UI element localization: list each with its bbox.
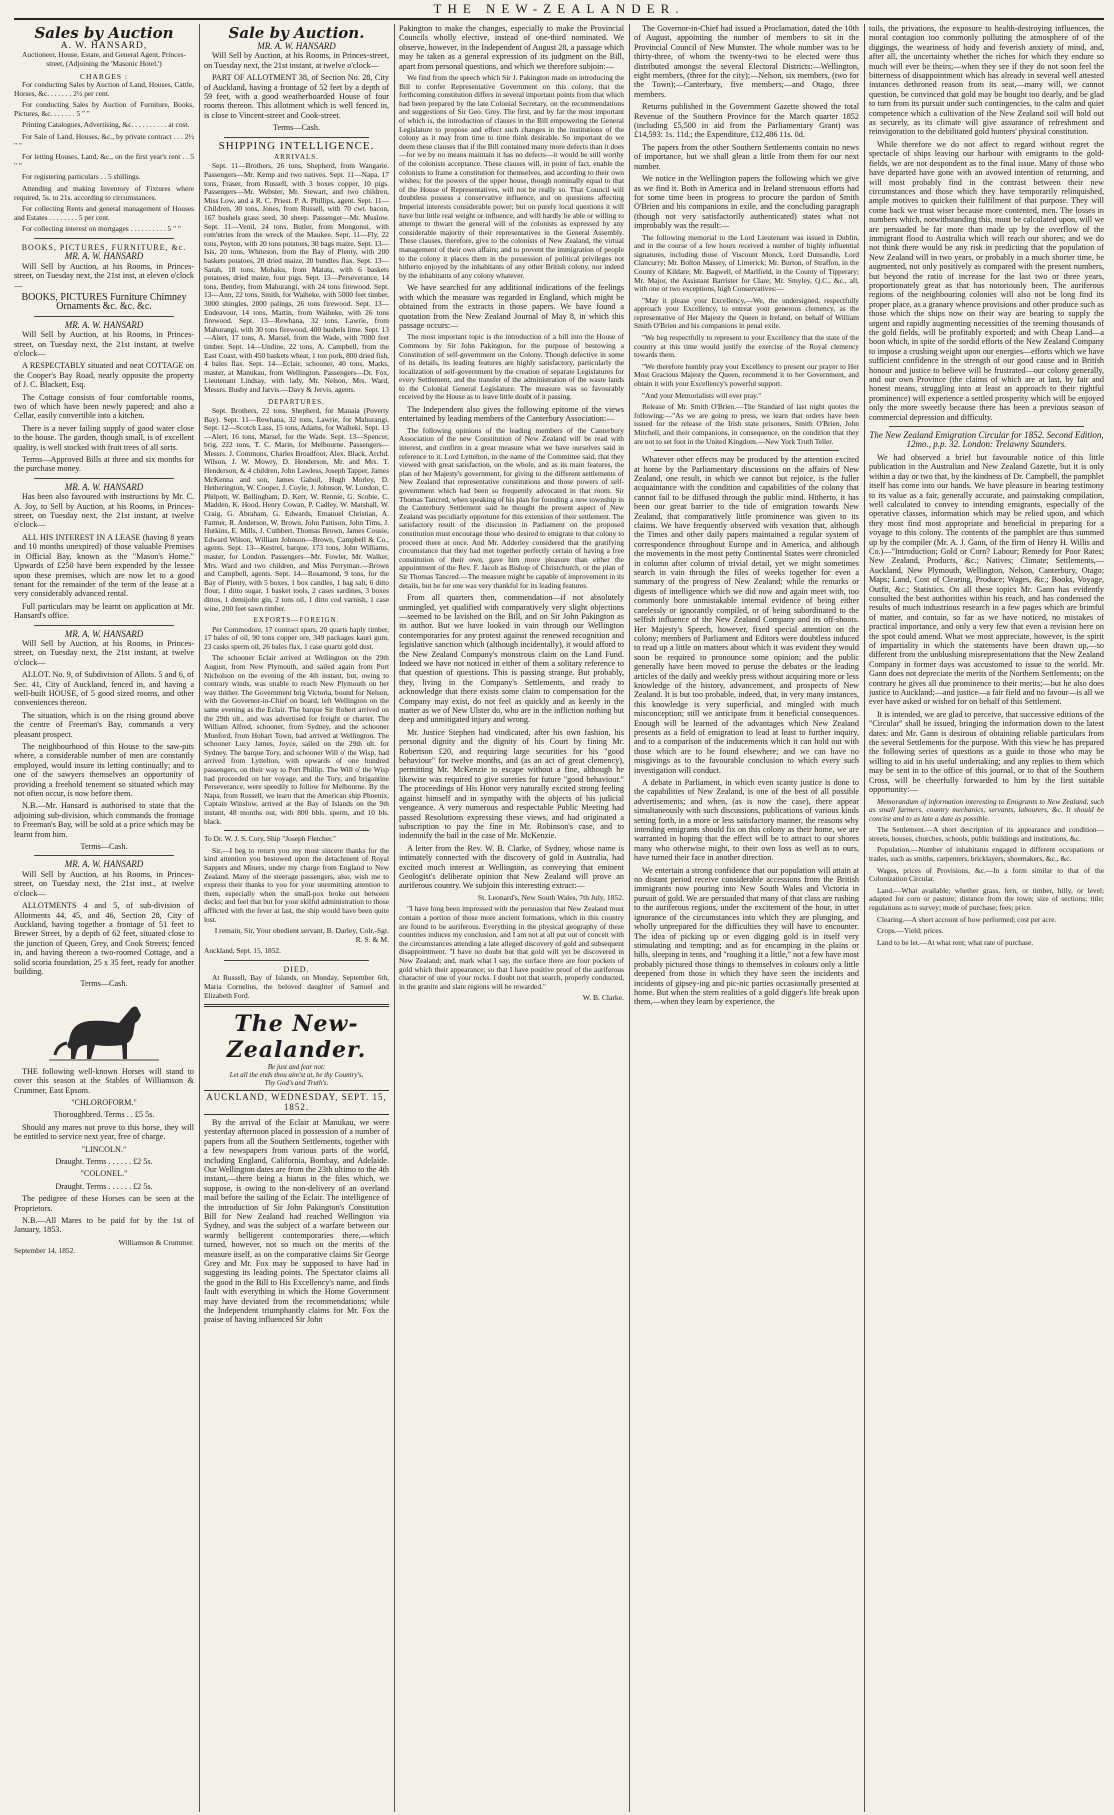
- horse-terms: Draught. Terms . . . . . . £2 5s.: [55, 1181, 153, 1191]
- departures-list: Sept. Brothers, 22 tons, Shepherd, for Manaia (Poverty Bay). Sept. 11—Rewhana, 32 tons, Lawrie, for Mahurangi. Sept. 12—Scotch Lass, 15 tons, Adams, for Waiheki. Sept. 13—Alert, 16 tons, Marsel, for the Wade. Sept. 13—Spencer, brig, 222 tons, T. C. Marin, for Melbourne. Passengers—Messrs. J. Commons, Charles Broadfoot, Alex. Black, Archd. Wilson, J. W. Mowry, D. Henderson, Mr. and Mrs. T. Henderson, & 4 children, John Lawless, Joseph Tapper, James McKenna and son, James Gaboil, Hugh Morley, D. Hetherington, W. Cooper, J. Coyle, J. Johnson, W. London, C. Philpott, W. Bellingham, D. Kerr, W. Rennie, G. Scobie, C. Madden, K. Hood, Henry Cowan, P. Cadley, W. Marshall, W. Craig, G. Abraham, G. Edwards, Emanuel Christian, A. Farmer, R. Anderson, W. Brown, John Pattison, John Tims, J. Hutkins, E. Mills, J. Cuthbert, Thomas Brown, James Cousie, Edward Wilson, William Johnson—Brown, Campbell & Co., agents. Sept. 13—Kestrel, barque, 173 tons, John Williams, master, for London. Passengers—Mr. Fowler, Mr. Walker, Mrs. Ward and two children, and Miss Perryman.—Brown and Campbell, agents. Sept. 14—Rosamond, 9 tons, for the Bay of Plenty, with 5 boxes, 1 box candles, 1 bag salt, 6 ditto flour, 1 ditto sugar, 1 basket tools, 2 cases sardines, 3 boxes dittos, 1 demijohn gin, 2 tons oil, 1 ditto cod varnish, 1 case wine, 200 feet sawn timber.: [204, 405, 389, 613]
- memorandum-item: Crops.—Yield; prices.: [877, 926, 944, 936]
- charge-item: For Sale of Land, Houses, &c., by private contract . . . 2½ " ": [14, 131, 194, 150]
- editorial-body: We entertain a strong confidence that our population will attain at no distant period receive considerable accessions from the British immigrants now pouring into New South Wales and Victoria in pursuit of gold. We are persuaded that many of that class are rushing to the auriferous regions, under the excitement of the hour, in utter ignorance of the circumstances into which they are plunging, and wholly unprepared for the difficulties they will have to encounter. The idea of picking up or even digging gold is in itself very stimulating and tempting; and as for encamping in the plains or hills, sleeping in tents, and "roughing it a little," not a few have most probably pictured those things to themselves in colours only a little deepened from those in which they have seen the incidents and incidents of gipsey-ing and pic-nic parties occasionally presented at home. But when the stern realities of a gold digger's life break upon them,—when they learn by experience, the: [634, 865, 859, 1007]
- horse-icon: [49, 993, 159, 1063]
- column-3: [399, 24, 624, 1812]
- divider: [34, 855, 174, 856]
- double-rule: [204, 1004, 389, 1007]
- divider: [34, 478, 174, 479]
- horse-terms: Thoroughbred. Terms . . £5 5s.: [53, 1110, 155, 1120]
- editorial-body: By the arrival of the Eclair at Manukau, we were yesterday afternoon placed in possession of a number of papers from all the Southern Settlements, together with a few newspapers from various parts of the world, including England, California, Bombay, and Adelaide. Our Wellington dates are from the 23th ultimo to the 4th instant,—there being a hiatus in the files which, we suppose, is owing to the non-delivery of an overland mail before the sailing of the Eclair. The intelligence of the introduction of Sir John Pakington's Constitution Bill for New Zealand had reached Wellington via Sydney, and was the subject of a warfare between our warmly belligerent contemporaries there,—which turned, however, not so much on the merits of the measure itself, as on the comparative claims Sir George Grey and Mr. Fox may be supposed to have had in suggesting its leading points. The Spectator claims all the good in the Bill to His Excellency's name, and finds fault with everything in which the Home Government may have deviated from the recommendations; while the Independent triumphantly claims for Mr. Fox the praise of having influenced Sir John: [204, 1117, 389, 1325]
- ad-heading: BOOKS, PICTURES, FURNITURE, &c.: [21, 242, 187, 252]
- charge-item: For conducting Sales by Auction of Furniture, Books, Pictures, &c. . . . . . . 5 " ": [14, 100, 194, 118]
- ad-text: A RESPECTABLY situated and neat COTTAGE on the Cooper's Bay Road, nearly opposite the property of J. C. Blackett, Esq.: [14, 361, 194, 390]
- column-rule: [394, 24, 395, 1812]
- quoted-extract: The most important topic is the introduction of a bill into the House of Commons by Sir John Pakington, for the purpose of bestowing a Constitution of self-government on the Colony. Though defective in some of its details, its leading features are highly satisfactory, particularly the localization of self-government by the creation of separate Legislatures for every Settlement, and the transfer of the administration of the waste lands to the Colonial General Legislature. The measure was so favourably received by the House as to leave little doubt of it passing.: [399, 332, 624, 402]
- signature: Williamson & Crummer.: [118, 1237, 194, 1247]
- arrivals-list: Sept. 11—Brothers, 26 tons, Shepherd, from Wangarie. Passengers—Mr. Kemp and two natives. Sept. 11—Napa, 17 tons, Fraser, from Russell, with 3 boxes copper, 10 pigs. Passengers—Mr. Webster, Mr. Stewart, and two children, Miss Low, and a R. C. Priest. P. A. Phillips, agent. Sept. 11—Children, 30 tons, Jones, from Russell, with 70 cwt. bacon, 167 bushels grass seed, 30 sheep. Passenger—Mr. Muslow. Sept. 11—Venil, 24 tons, Butler, from Mongonui, with rom'ntries from the wreck of the Maukee. Sept. 11—Fly, 22 tons, Peyton, with 20 tons potatoes, 30 bags maize. Sept. 13—Isis, 20 tons, Whiteson, from the Bay of Plenty, with 200 baskets potatoes, 20 dried maize, 20 bundles flax. Sept. 13—Sarah, 18 tons, Mohaku, from Matata, with 6 baskets potatoes, dried maize, four pigs. Sept. 13—Perseverance, 14 tons, Bentley, from Mahurangi, with 24 tons firewood. Sept. 13—Ann, 22 tons, Smith, for Waiheke, with 5000 feet timber, 3000 shingles, 2000 palings, 26 tons firewood. Sept. 13—Endeavour, 14 tons, Martin, from Waiheke, with 26 tons firewood. Sept. 13—Rewhana, 32 tons, Lawrie, from Mahurangi, with 30 tons firewood, 400 bushels lime. Sept. 13—Alert, 17 tons, A. Marsel, from the Wade, with 7000 feet timber. Sept. 14—Undine, 22 tons, A. Campbell, from the East Coast, with 450 baskets wheat, 1 ton pork, 800 dried fish, 4 bales flax. Sept. 14—Eclair, schooner, 40 tons, Marks, master, at Manukau, from Wellington. Passengers—Dr. Fox, Lieutenant Lindsay, with lady, Mr. Nelson, Mrs. Ward, Messrs. Busby and Jarvis.—Davy & Jervis, agents.: [204, 161, 389, 394]
- column-rule: [864, 24, 865, 1812]
- editorial-body: The Independent also gives the following epitome of the views entertained by leading members of the Canterbury Association:—: [399, 405, 624, 424]
- quoted-extract: The following memorial to the Lord Lieutenant was issued in Dublin, and in the course of a few hours received a number of highly influential signatures, including those of Viscount Monck, Lord Dunsandle, Lord Clancurry; Mr. Bolton Massey, of Limerick; Mr. Burton, of Straffon, in the County of Kildare; Mr. Bagwell, of Marlfield, in the County of Tipperary; Mr. Major, the Assistant Barrister for Clare; Mr. Smyley, Q.C., &c., all, with one or two exceptions, high Conservatives:—: [634, 232, 859, 294]
- ad-text: Full particulars may be learnt on application at Mr. Hansard's office.: [14, 601, 194, 621]
- ad-note: N.B.—Mr. Hansard is authorised to state that the adjoining sub-division, which commands the frontage to Freeman's Bay, will be sold at a price which may be learnt from him.: [14, 801, 194, 839]
- office-address: Auctioneer, House, Estate, and General Agent, Princes-street, (Adjoining the 'Masonic Hotel.'): [22, 50, 186, 68]
- editorial-body: Mr. Justice Stephen had vindicated, after his own fashion, his personal dignity and the dignity of his Court by fining Mr. Robertson £20, and requiring large securities for his "good behaviour" for twelve months, and (as an act of great clemency), permitting Mr. McKenzie to escape without a fine, although he likewise was required to give sureties for future "good behaviour." The proceedings of His Honor very naturally excited strong feeling against himself and in sympathy with the objects of his judicial vengeance. A very numerous and respectable Public Meeting had passed Resolutions expressing these views, and had originated a subscription to pay the fine in Mr. Robinson's case, and to indemnify the bail in the case of Mr. McKenzie.: [399, 727, 624, 841]
- shipping-title: SHIPPING INTELLIGENCE.: [218, 139, 375, 152]
- ad-body: Will Sell by Auction, at his Rooms, in Princes-street, on Tuesday next, the 21st instant, at twelve o'clock—: [204, 51, 389, 70]
- ad-text: There is a never failing supply of good water close to the house. The garden, though small, is of excellent quality, is well stocked with fruit trees of all sorts.: [14, 423, 194, 452]
- horse-name: "LINCOLN.": [81, 1144, 127, 1154]
- motto-line: Be just and fear not:: [267, 1063, 326, 1072]
- horse-note: The pedigree of these Horses can be seen at the Proprietors.: [14, 1194, 194, 1213]
- ad-terms: Terms—Approved Bills at three and six months for the purchase money.: [14, 455, 194, 474]
- horse-note: Should any mares not prove to this horse, they will be entitled to service next year, free of charge.: [14, 1122, 194, 1142]
- editorial-body: Pakington to make the changes, especially to make the Provincial Councils wholly elective, instead of one-third nominated. We observe, however, in the Independent of August 28, a passage which may be taken as a general expression of its judgment on the Bill, apart from personal questions, and which we therefore subjoin:—: [399, 24, 624, 71]
- horse-name: "CHLOROFORM.": [71, 1097, 137, 1107]
- charges-title: CHARGES :: [80, 71, 128, 81]
- signature: W. B. Clarke.: [582, 993, 624, 1003]
- arrivals-title: ARRIVALS.: [274, 153, 319, 162]
- died-title: DIED.: [283, 964, 310, 974]
- quoted-extract: "We therefore humbly pray your Excellency to present our prayer to Her Most Gracious Majesty the Queen, recommend it to her Government, and obtain it with your Excellency's powerful support.: [634, 361, 859, 389]
- died-notice: At Russell, Bay of Islands, on Monday, September 6th, Maria Cornelius, the beloved daughter of Samuel and Elizabeth Ford.: [204, 973, 389, 1000]
- letter-signoff: I remain, Sir, Your obedient servant, B. Darley, Colr.-Sgt. R. S. & M.: [214, 926, 389, 944]
- ad-text: The situation, which is on the rising ground above the centre of Freeman's Bay, commands a very pleasant prospect.: [14, 710, 194, 739]
- editorial-body: The Governor-in-Chief had issued a Proclamation, dated the 10th of August, appointing the number of members to sit in the Provincial Council of New Munster. The whole number was to be thirty-three, of whom the twenty-two to be elected were thus distributed amongst the several Electoral Districts:—Wellington, eight members, (three for the city);—Nelson, six members, (two for the Town);—Canterbury, five members;—and Otago, three members.: [634, 24, 859, 99]
- charge-item: For letting Houses, Land, &c., on the first year's rent . . 5 " ": [14, 152, 194, 170]
- editorial-body: Returns published in the Government Gazette showed the total Revenue of the Southern Province for the March quarter 1852 (including £5,500 in aid from the Parliamentary Grant) was £14,593: 1s. 11d.; the Expenditure, £12,486 11s. 0d.: [634, 102, 859, 140]
- auctioneer-name: MR. A. W. HANSARD: [64, 628, 144, 639]
- divider: [224, 960, 369, 961]
- editorial-body: While therefore we do not affect to regard without regret the spectacle of ships leaving our harbour with emigrants to the gold-fields, we are not despondent as to the final issue. Many of those who have departed have gone with an avowed intention of returning, and will most probably find in the contrast between their new circumstances and those which they have temporarily relinquished, ample motives to quicken their fulfilment of that purpose. They will come back we trust wiser because more contented, men. The losses in numbers which, notwithstanding this, must be calculated upon, will we are persuaded be far more than made up by the overflow of the immigrant flood to Australia which will reach our shores; and we do not think there would be any risk in predicting that the population of New Zealand will in two years, or probably in a much shorter time, be augmented, not only positively as compared with the present numbers, but beyond the ratio of increase for the last two or three years, proportionately great as that has notoriously been. The auriferous regions of the neighbouring colonies will also not be long find its proper place, as a granary whence provisions and other produce such as those which the ships now on their way are bearing to supply the urgent and rapidly augmenting necessities of the teeming thousands of the gold fields, will be profitably exported; and with Cheap Land—a boon which, in spite of the sordid efforts of the New Zealand Company to impose a crushing weight upon our energies—efforts which we have sufficient confidence in the strength of our good cause and in British honour and justice to believe will be frustrated—our colony generally, and our own Province (the claims of which are at last, by fair and honest means, struggling into at least an approach to their rightful prominence) will experience a settled prosperity which will be enjoyed only the more sweetly because there has been a previous season of commercial depression and difficulty.: [869, 139, 1104, 422]
- memorandum-item: Population.—Number of inhabitants engaged in different occupations or trades, such as smiths, carpenters, bricklayers, shoemakers, &c., &c.: [869, 845, 1104, 864]
- paper-title: The New-Zealander.: [226, 1011, 367, 1064]
- divider: [889, 426, 1084, 427]
- column-rule: [629, 24, 630, 1812]
- quoted-extract: "May it please your Excellency,—We, the undersigned, respectfully approach your Excellency, to entreat your generous clemency, as the representative of Her Majesty the Queen in Ireland, on behalf of William Smith O'Brien and his companions in penal exile.: [634, 295, 859, 331]
- ad-body: Has been also favoured with instructions by Mr. C. A. Joy, to Sell by Auction, at his Rooms, in Princes-street, on Tuesday next, the 21st instant, at twelve o'clock—: [14, 492, 194, 530]
- ad-terms: Terms—Cash.: [80, 979, 128, 989]
- motto-line: Thy God's and Truth's.: [264, 1079, 329, 1088]
- divider: [34, 625, 174, 626]
- ad-body: Will Sell by Auction, at his Rooms, in Princes-street, on Tuesday next, the 21st instant, at twelve o'clock—: [14, 638, 194, 667]
- dateline: AUCKLAND, WEDNESDAY, SEPT. 15, 1852.: [204, 1090, 389, 1115]
- editorial-body: It is intended, we are glad to perceive, that successive editions of the "Circular" shall be issued, bringing the information down to the latest dates: and Mr. Gann is desirous of obtaining reliable particulars from the several Settlements for the purpose. With this view he has prepared the following series of questions as a guide to those who may be willing to aid in his useful undertaking; and any replies to them which may be sent in to the office of this journal, or to that of the Southern Cross, will be cheerfully forwarded to him by the first suitable opportunity:—: [869, 709, 1104, 795]
- ad-body: Will Sell by Auction, at his Rooms, in Princes-street, on Tuesday next, the 21st instant, at twelve o'clock—: [14, 330, 194, 358]
- masthead: THE NEW-ZEALANDER.: [14, 0, 1104, 20]
- editorial-body: We had observed a brief but favourable notice of this little publication in the Australian and New Zealand Gazette, but it is only within a day or two that, by the kindness of Dr. Campbell, the pamphlet itself has come into our hands. We have pleasure in bearing testimony to its value as a fair, generally accurate, and painstaking compilation, well calculated to convey to intending emigrants, especially of the operative classes, information which may be relied upon, and which they most find most appropriate and beneficial in preparing for a voyage to this colony. The contents of the pamphlet are thus summed up by the compiler (Mr. A. J. Gann, of the firm of Henry H. Willis and Co.)—"Introduction; Gold or Corn? Labour; Remedy for Poor Rates; New Zealand, Products, &c.; Natives; Climate; Settlements,—Auckland, New Plymouth, Wellington, Nelson, Canterbury, Otago; Maps; Land, Cost of Clearing, Produce; Wages, &c.; Books, Voyage, Outfit, &c.; Statistics. On all these topics Mr. Gann has evidently consulted the best authorities within his reach, and has condensed the results of much industrious research in a few pages which are brimful of matter, and contain, so far as we have noticed, no mistakes of practical importance, and only a very few that even a revision here on the spot could amend. What we most appreciate, however, is the spirit of impartiality in which the statements have been drawn up,—so different from the unblushing misrepresentations that the New Zealand Company in former days was accustomed to issue to the world. Mr. Gann does not depreciate the merits of the Northern Settlements; on the contrary he gives all due prominence to their merits;—but he also does justice to Auckland;—and justice—a fair field and no favour—is all we ever have asked or wished for on behalf of this Settlement.: [869, 452, 1104, 707]
- ad-text: PART OF ALLOTMENT 38, of Section No. 28, City of Auckland, having a frontage of 52 feet by a depth of 59 feet, with a good weatherboarded House of four rooms thereon. This allotment which is well fenced in, is close to Vincent-street and Cook-street.: [204, 73, 389, 120]
- column-5: [869, 24, 1104, 1812]
- ad-text: The neighbourhood of this House to the saw-pits where, a considerable number of men are constantly employed, would insure its letting continually; and to one of the sawyers themselves an opportunity of providing a freehold tenement so situated which may not often occur, is now before them.: [14, 742, 194, 799]
- auctioneer-name: MR. A. W. HANSARD: [64, 859, 144, 870]
- column-4: [634, 24, 859, 1812]
- letter-place: St. Leonard's, New South Wales, 7th July, 1852.: [477, 892, 624, 902]
- ad-terms: Terms—Cash.: [273, 123, 320, 133]
- ad-body: Will Sell by Auction, at his Rooms, in Princes-street, on Tuesday next, the 21st inst, at eleven o'clock—: [14, 261, 194, 290]
- letter-date: Auckland, Sept. 15, 1852.: [204, 946, 281, 956]
- charge-item: For collecting interest on mortgages . . . . . . . . . . 5 " ": [22, 224, 181, 234]
- column-1: [14, 24, 194, 1812]
- charge-item: For registering particulars . . 5 shillings.: [22, 172, 141, 182]
- divider: [34, 238, 174, 239]
- editorial-body: From all quarters then, commendation—if not absolutely unmingled, yet qualified with comparatively very slight objections—seemed to be lavished on the Bill, and on Sir John Pakington as its author. But we have looked in vain through our Wellington contemporaries for any protest against the renewed recognition and legislative sanction which (although incidentally), it would afford to the New Zealand Company's monstrous claim on the Land Fund. Indeed we have not noticed in either of them a solitary reference to that question of questions. This is passing strange. But probably, they, living in the Company's Settlements, and ready to acknowledge that there exists some claim to compensation for the Company may exist, do not feel as quickly and as keenly in the matter as we of New Ulster do, who are in the infliction nothing but deep and unmitigated injury and wrong.: [399, 593, 624, 725]
- memorandum-item: Memorandum of information interesting to Emigrants to New Zealand, such as small farmers, country mechanics, servants, labourers, &c. It should be concise and to as late a date as possible.: [869, 796, 1104, 823]
- ad-terms: Terms—Cash.: [80, 842, 128, 852]
- ad-text: The Cottage consists of four comfortable rooms, two of which have been newly papered; and also a Cellar, easily convertible into a kitchen.: [14, 392, 194, 421]
- divider: [34, 316, 174, 317]
- ad-text: THE following well-known Horses will stand to cover this season at the Stables of Williamson & Crummer, East Epsom.: [14, 1066, 194, 1095]
- ad-items: BOOKS, PICTURES Furniture Chimney Ornaments &c. &c. &c.: [21, 291, 187, 313]
- columns: [14, 24, 1104, 1812]
- ad-text: ALLOTMENTS 4 and 5, of sub-division of Allotments 44, 45, and 46, Section 28, City of Auckland, having together a frontage of 51 feet to Brewer Street, by a depth of 62 feet, situated close to the junction of Queen, Grey, and Cook Streets; fenced in, and having thereon a two-roomed Cottage, and a solid scoria foundation, 25 x 35 feet, ready for another building.: [14, 901, 194, 976]
- horse-name: "COLONEL.": [80, 1169, 128, 1179]
- charge-item: Attending and making Inventory of Fixtures where required, 5s. to 21s. according to circumstances.: [14, 183, 194, 202]
- shipping-news: The schooner Eclair arrived at Wellington on the 29th August, from New Plymouth, and sailed again from Port Nicholson on the evening of the 4th instant, but, owing to contrary winds, was unable to reach New Plymouth on her way thither. The Government brig Victoria, bound for Nelson, with the Governor-in-Chief on board, left Wellington on the same evening as the Eclair. The barque Sir Robert arrived on the 29th ult., and was advertised for freight or charter. The William Alfred, schooner, from Sydney, and the schooner Munford, from Hobart Town, had arrived at Wellington. The schooner Lucy James, Joyce, sailed on the 29th ult. for Sydney. The barque Tory, and schooner Will o' the Wisp, had arrived from Lyttelton, with upwards of one hundred passengers, on their way to Port Phillip. The Will o' the Wisp had proceeded on her voyage, and the Tory, and brigantine Perseverance, were speedily to follow for Melbourne. By the Napa, from Russell, we learn that the American ship Phoenix, Captain Winslow, arrived at the Bay of Islands on the 9th instant, 48 months out, with 800 bbls. sperm, and 10 bls. black.: [204, 653, 389, 826]
- ad-text: ALL HIS INTEREST IN A LEASE (having 8 years and 10 months unexpired) of those valuable Premises in Official Bay, known as the "Mason's Home." Upwards of £250 have been expended by the lessee upon these premises, which are now let to a good tenant for the remainder of the term of the lease at a very considerably advanced rental.: [14, 532, 194, 599]
- exports-list: Per Commodore, 17 contract spars, 20 quarts haply timber, 17 bales of oil, 90 tons copper ore, 349 packages kauri gum, 23 casks sperm oil, 26 bales flax, 1 case quartz gold dust.: [204, 624, 389, 651]
- newspaper-page: [14, 0, 1104, 1815]
- divider: [224, 830, 369, 831]
- editorial-body: We notice in the Wellington papers the following which we give as we find it. Both in America and in Ireland strenuous efforts had for some time been in progress to procure the pardon of Smith O'Brien and his companions in exile, and the concluding paragraph (though not very satisfactorily authenticated) states what not improbably was the result:—: [634, 174, 859, 231]
- memorandum-item: Clearing.—A short account of how performed; cost per acre.: [877, 914, 1057, 924]
- ad-text: ALLOT. No. 9, of Subdivision of Allots. 5 and 6, of Sec. 41, City of Auckland, fenced in, and having a well-built HOUSE, of 5 good sized rooms, and other conveniences thereon.: [14, 670, 194, 708]
- auctioneer-name: MR. A. W. HANSARD: [64, 251, 144, 262]
- letter-recipient: To Dr. W. J. S. Cory, Ship "Joseph Fletcher.": [204, 834, 336, 844]
- horse-illustration: [14, 993, 194, 1063]
- horse-terms: Draught. Terms . . . . . . £2 5s.: [55, 1157, 153, 1166]
- quoted-extract: Release of Mr. Smith O'Brien.—The Standard of last night quotes the following:—"As we are going to press, we learn that orders have been issued for the release of the Irish state prisoners, Smith O'Brien, John Mitchell, and their companions, in consequence, on the condition that they are not to set foot in the United Kingdom.—New York Truth Teller.: [634, 402, 859, 446]
- divider: [224, 137, 369, 138]
- auctioneer-name: MR. A. W. HANSARD: [257, 41, 336, 51]
- ad-body: Will Sell by Auction, at his Rooms, in Princes-street, on Tuesday next, the 21st inst., at twelve o'clock—: [14, 869, 194, 898]
- horse-note: N.B.—All Mares to be paid for by the 1st of January, 1853.: [14, 1216, 194, 1235]
- editorial-body: A debate in Parliament, in which even scanty justice is done to the capabilities of New Zealand, is one of the best of all possible advertisements; and when, (as is now the case), there appear simultaneously with such discussions, publications of various kinds setting forth, in a more or less satisfactory manner, the reasons why intending emigrants should fix on this colony as their home, we are warranted in hoping that the effect will be to attract to our shores many who otherwise might, to their own loss as well as to ours, have turned their face in another direction.: [634, 778, 859, 863]
- editorial-body: A letter from the Rev. W. B. Clarke, of Sydney, whose name is intimately connected with the discovery of gold in Australia, had excited much interest at Wellington, as conveying that eminent Geologist's deliberate opinion that New Zealand will prove an auriferous country. We subjoin this interesting extract:—: [399, 843, 624, 891]
- charge-item: For conducting Sales by Auction of Land, Houses, Cattle, Horses, &c. . . . . . . 2½ per cent.: [14, 80, 194, 98]
- editorial-body: We have searched for any additional indications of the feelings with which the measure was regarded in England, which might be obtained from the extracts in those papers. We have found a quotation from the New Zealand Journal of May 8, in which this passage occurs:—: [399, 283, 624, 330]
- quoted-extract: We find from the speech which Sir J. Pakington made on introducing the Bill to confer Representative Government on this colony, that the forthcoming constitution differs in several important points from that which had been prepared by the late Colonial Secretary, on the recommendations and suggestions of Sir Geo. Grey. The first, and by far the most important of which is, the introduction of clauses in the Bill empowering the General Legislature to propose and effect such changes in the institutions of the colony as it may from time to time think desirable. So important do we deem these clauses that if the Bill contained many more defects than it does—for we by no means maintain it has no defects—it would be still worthy of the colonists acceptance. These clauses will, in point of fact, enable the colonists to frame a constitution for themselves, and according to their own wishes; for the powers of the upper house, though nominally equal to that of the House of Representatives, will not be really so. That Council will doubtless possess a conservative influence, and on questions affecting Imperial interests considerable power; but on purely local questions it will have but little real weight or influence, and will hardly be able or willing to attempt to thwart the general will of the colonists as expressed by any considerable majority of their representatives in the General Assembly. These clauses, therefore, give to the colonists of New Zealand, the virtual management of their own affairs; and to prevent the immigration of people to the colony it places them in the possession of political privileges not hitherto enjoyed by the inhabitants of any other British colony, nor indeed by the inhabitants of any colony whatever.: [399, 73, 624, 280]
- charge-item: Printing Catalogues, Advertising, &c. . . . . . . . . . at cost.: [22, 120, 190, 130]
- quoted-extract: "And your Memorialists will ever pray.": [642, 390, 762, 400]
- memorandum-item: Wages, prices of Provisions, &c.—In a form similar to that of the Colonization Circular.: [869, 865, 1104, 884]
- auctioneer-name: MR. A. W. HANSARD: [64, 481, 144, 492]
- motto-line: Let all the ends thou aim'st at, be thy Country's,: [229, 1071, 364, 1080]
- charge-item: For collecting Rents and general management of Houses and Estates . . . . . . . . 5 per cent.: [14, 204, 194, 222]
- quoted-extract: "We beg respectfully to represent to your Excellency that the state of the country at this time would justify the exercise of the Royal clemency towards them.: [634, 333, 859, 360]
- letter-body: Sir,—I beg to return you my most sincere thanks for the kind attention you bestowed upon the detachment of Royal Sappers and Miners, under my charge from England to New Zealand. Many of the steerage passengers, also, wish me to express their thanks to you for your unremitting attention to them, especially when the small-pox broke out between decks; and feel that but for your skilful administration to those afflicted with the fever at last, the ship would have been quite lost.: [204, 845, 389, 924]
- memorandum-item: Land.—What available; whether grass, fern, or timber, hilly, or level; adapted for corn or pasture; distance from the town; size of sections; title; regulations as to survey; mode of purchase; fees; price.: [869, 885, 1104, 913]
- column-2: [204, 24, 389, 1812]
- quoted-extract: The following opinions of the leading members of the Canterbury Association of the new Constitution of New Zealand will be read with interest, and confirm in a great measure what we have ourselves said in reference to it. Lord Lyttelton, in the name of the Committee said, that they viewed with great satisfaction, on the whole, and as its main features, the plan of her Majesty's government, for giving to the different settlements of New Zealand that representative constitutions and those powers of self-government which had been so frequently advocated in that room. Sir Thomas Tancred, when speaking of his plan for founding a new township in the Canterbury Settlement said he thought the present aspect of New Zealand was peculiarly opportune for this extension of their settlement. The satisfactory result of the discussion in Parliament on the proposed constitution must encourage those who desired to emigrate to that colony to proceed there at once. And Mr. Adderley considered that the gratifying circumstance that they had met together perfectly certain of having a free constitution of their own, gave him more pleasure than either the appointment of the Rev. F. Jacob as Bishop of Christchurch, or the plan of Sir Thomas Tancred.—The measure might be capable of improvement in its details, but he for one was very thankful for its leading features.: [399, 425, 624, 590]
- quoted-extract: "I have long been impressed with the persuasion that New Zealand must contain a portion of those more ancient formations, which in this country are found to be auriferous. Everything in the physical geography of these countries induces my conclusion, and I am not at all put out of conceit with the circumstances attending a late alleged discovery of gold and subsequent disappointment. "I have no doubt but that gold will yet be discovered in New Zealand; and, mark what I say, the surface there are four pockets of gold which their appearance; so that I have positive proof of the auriferous character of one of your rocks. I doubt not that search, properly conducted, in the granite and slate regions will be rewarded.": [399, 904, 624, 991]
- editorial-body: toils, the privations, the exposure to health-destroying influences, the moral contagion too commonly polluting the atmosphere of of the diggings, the weariness of body and feverish anxiety of mind, and, after all, the uncertainty whether the riches for which they endure so much will ever be theirs;—when they see if they do not soon feel the bitterness of disappointment which has already in several well attested instances dethroned reason from its seat,—many will, we cannot question, be convinced that gold may be bought too dearly, and be glad to turn from its pursuit under such contingencies, to the calm and quiet competence which a cultivation of the New Zealand soil will hold out as securely, as its climate will give assurance of refreshment and reinvigoration to the debilitated gold hunters' physical constitution.: [869, 24, 1104, 137]
- section-header: Sale by Auction.: [228, 24, 365, 42]
- memorandum-item: Land to be let.—At what rent; what rate of purchase.: [877, 937, 1034, 947]
- auctioneer-name: MR. A. W. HANSARD: [64, 319, 144, 330]
- ad-date: September 14, 1852.: [14, 1246, 76, 1256]
- office-name: A. W. HANSARD,: [60, 41, 148, 51]
- column-rule: [199, 24, 200, 1812]
- charges-list: [14, 81, 194, 234]
- exports-title: EXPORTS—FOREIGN.: [253, 616, 340, 625]
- departures-title: DEPARTURES.: [268, 397, 325, 406]
- editorial-body: Whatever other effects may be produced by the attention excited at home by the Parliamentary discussions on the affairs of New Zealand, one result, in which we cannot but rejoice, is the fuller acquaintance with the condition and capabilities of the colony that cannot fail to be diffused through the public mind. Hitherto, it has been our great barrier to the tide of emigration towards New Zealand, that comparatively little prominence was given to its claims. We have frequently observed with vexation that, although the Times and other daily papers maintained a regular system of correspondence throughout Europe and in America, and although the movements in the most petty Continental States were chronicled in column after column of trivial detail, yet we might sometimes search in vain through the files of weeks together for even a summary of the progress of New Zealand; while the remarks or digests of intelligence which we did now and again meet with, too commonly bore unmistakable internal evidence of being either carelessly or ignorantly compiled, or of being subordinated to the selfish influence of the New Zealand Company and its off-shoots. Her Majesty's Speech, however, fixed special attention on the colony; members of Parliament and Editors were doubtless induced to read up a little on matters about which it was evident they would soon be required to pronounce some opinion; and the public generally have been moved to peruse the debates or the leading articles of the daily and weekly press without acquiring more or less knowledge of the history, advancement, and prospects of New Zealand. It is but too probable, indeed, that, in very many instances, this knowledge is very superficial, and mingled with much misconception; still we anticipate from it beneficial consequences. Enough will be learned of the advantages which New Zealand presents as a field of emigration to lead at least to further inquiry, and to a comparison of the inducements which it can hold out with those which are to be found elsewhere; and we can have no misgivings as to the favourable conclusion to which every such investigation will conduct.: [634, 455, 859, 775]
- section-header: Sales by Auction: [34, 24, 174, 42]
- memorandum-item: The Settlement.—A short description of its appearance and condition—streets, houses, churches, schools, public buildings and institutions, &c.: [869, 825, 1104, 843]
- divider: [654, 450, 839, 451]
- editorial-body: The papers from the other Southern Settlements contain no news of importance, but we shall glean a little from them for our next number.: [634, 142, 859, 171]
- review-title: The New Zealand Emigration Circular for 1852. Second Edition, 12mo., p.p. 32. London: Trelawny Saunders.: [869, 430, 1104, 450]
